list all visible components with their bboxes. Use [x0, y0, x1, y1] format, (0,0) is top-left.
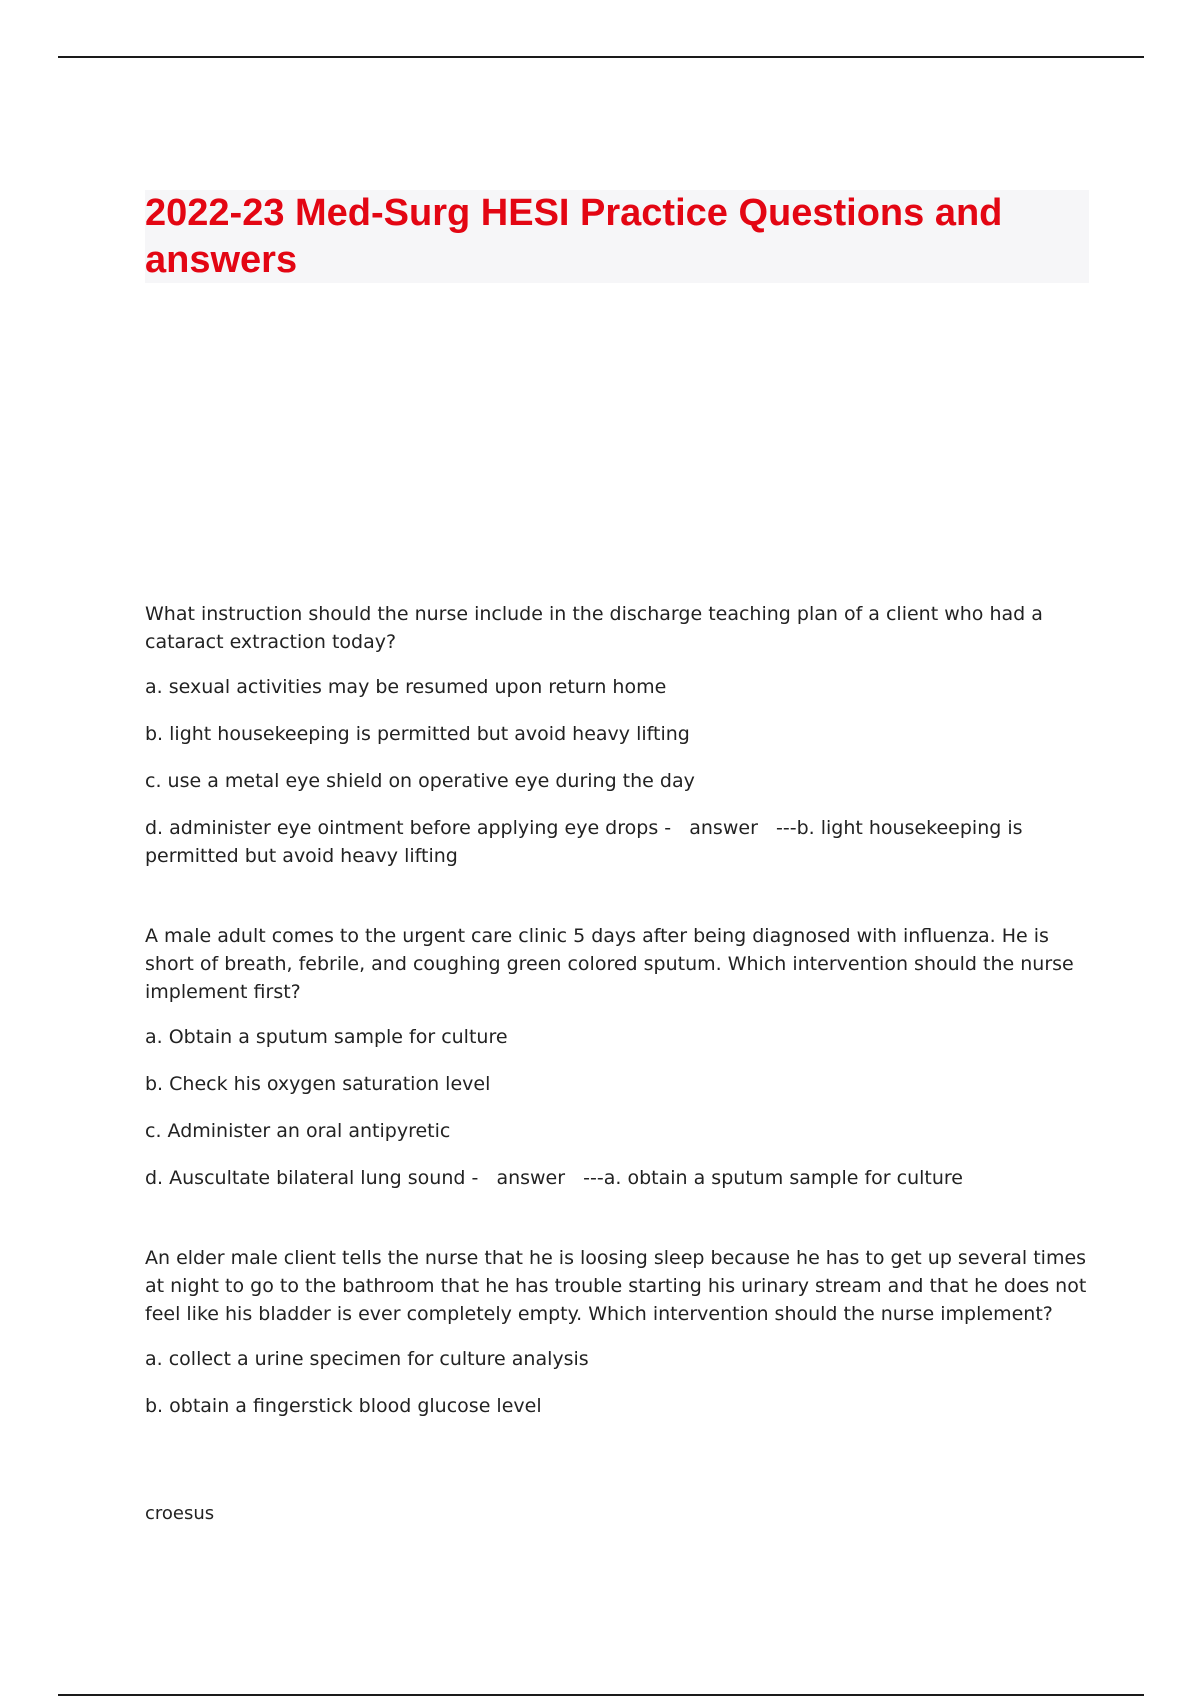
- question-2-answer-label: answer: [496, 1167, 566, 1189]
- question-2-option-b: b. Check his oxygen saturation level: [145, 1073, 491, 1095]
- question-2-option-a: a. Obtain a sputum sample for culture: [145, 1026, 508, 1048]
- question-1-option-c: c. use a metal eye shield on operative eye during the day: [145, 770, 695, 792]
- questions-section: [145, 600, 1090, 1420]
- question-1-option-b: b. light housekeeping is permitted but avoid heavy lifting: [145, 723, 690, 745]
- question-1-option-a: a. sexual activities may be resumed upon return home: [145, 676, 667, 698]
- question-2-stem: A male adult comes to the urgent care clinic 5 days after being diagnosed with influenza. He is short of breath, febrile, and coughing green colored sputum. Which intervention should the nurse implement first?: [145, 925, 1074, 1003]
- footer-label: croesus: [145, 1503, 215, 1524]
- bottom-rule: [58, 1694, 1144, 1696]
- question-3-option-b: b. obtain a fingerstick blood glucose level: [145, 1395, 542, 1417]
- question-1-answer: b. light housekeeping is permitted but avoid heavy lifting: [145, 817, 1023, 867]
- question-1-answer-label: answer: [689, 817, 758, 839]
- question-3-option-a: a. collect a urine specimen for culture analysis: [145, 1348, 589, 1370]
- question-1-stem: What instruction should the nurse include in the discharge teaching plan of a client who had a cataract extraction today?: [145, 603, 1043, 653]
- question-2: [145, 922, 1090, 1192]
- top-rule: [58, 56, 1144, 58]
- question-2-answer: a. obtain a sputum sample for culture: [603, 1167, 963, 1189]
- question-3: [145, 1244, 1090, 1420]
- question-2-option-c: c. Administer an oral antipyretic: [145, 1120, 451, 1142]
- document-title: 2022-23 Med-Surg HESI Practice Questions and answers: [145, 192, 1003, 281]
- question-1: [145, 600, 1090, 870]
- question-2-option-d-with-answer: d. Auscultate bilateral lung sound - answer ---a. obtain a sputum sample for culture: [145, 1167, 963, 1189]
- question-3-stem: An elder male client tells the nurse that he is loosing sleep because he has to get up several times at night to go to the bathroom that he has trouble starting his urinary stream and that he does not feel like his bladder is ever completely empty. Which intervention should the nurse implement?: [145, 1247, 1087, 1325]
- question-1-option-d: d. administer eye ointment before applying eye drops: [145, 817, 659, 839]
- question-1-option-d-with-answer: d. administer eye ointment before applying eye drops - answer ---b. light housekeeping is permitted but avoid heavy lifting: [145, 817, 1023, 867]
- question-2-option-d: d. Auscultate bilateral lung sound: [145, 1167, 466, 1189]
